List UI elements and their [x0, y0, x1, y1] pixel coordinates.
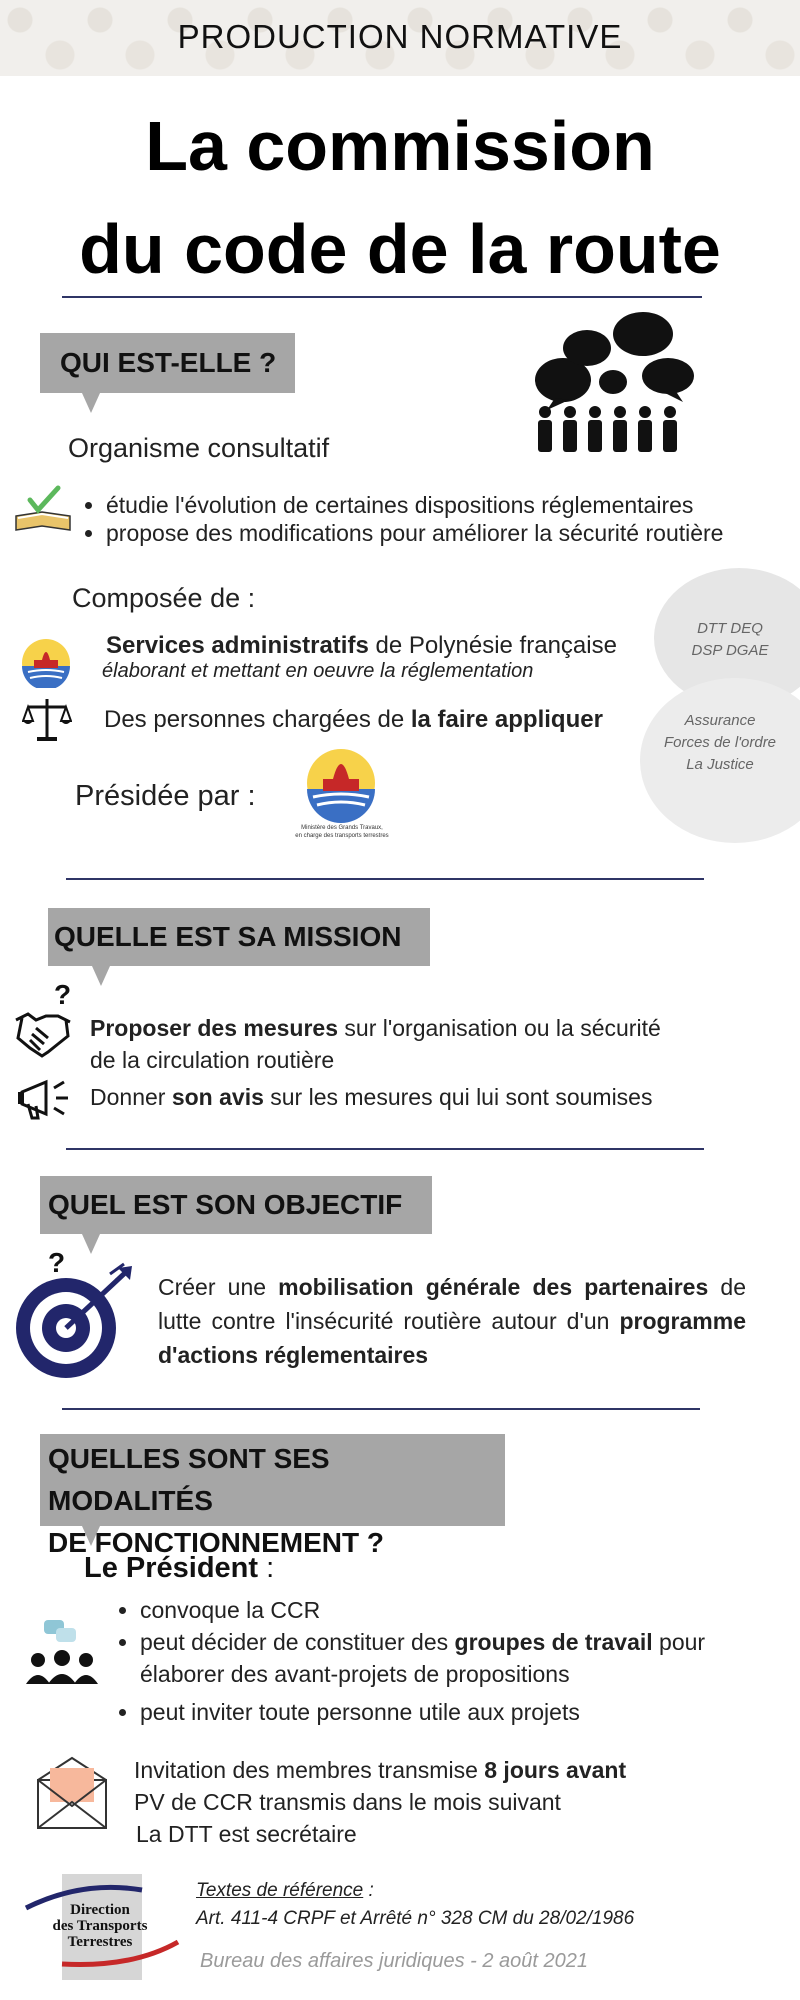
section-heading-qui: QUI EST-ELLE ?: [40, 333, 295, 393]
group-discussion-icon: [525, 310, 700, 460]
ministry-logo: [295, 745, 387, 825]
services-subtitle: élaborant et mettant en oeuvre la réglementation: [102, 660, 534, 682]
invitation-line: Invitation des membres transmise 8 jours avant: [134, 1757, 627, 1783]
handshake-icon: [14, 1008, 72, 1060]
list-item: • étudie l'évolution de certaines dispositions réglementaires: [106, 491, 784, 519]
role-list: [84, 491, 784, 547]
mission-item-1: Proposer des mesures sur l'organisation ou la sécurité de la circulation routière: [90, 1015, 661, 1073]
president-duties-list: [118, 1594, 768, 1728]
envelope-icon: [34, 1752, 110, 1832]
section-heading-objectif: QUEL EST SON OBJECTIF ?: [40, 1176, 432, 1234]
badge-tail: [92, 966, 110, 986]
list-item: • peut inviter toute personne utile aux projets: [140, 1696, 768, 1728]
badge-tail: [82, 1234, 100, 1254]
megaphone-icon: [16, 1074, 74, 1124]
section-heading-mission: QUELLE EST SA MISSION ?: [48, 908, 430, 966]
divider: [62, 296, 702, 298]
divider: [66, 878, 704, 880]
book-check-icon: [12, 482, 74, 538]
president-label: Le Président :: [84, 1552, 275, 1584]
organisme-label: Organisme consultatif: [68, 433, 330, 463]
composee-label: Composée de :: [72, 583, 256, 613]
page-title: [0, 95, 800, 301]
bureau-credit: Bureau des affaires juridiques - 2 août 2021: [200, 1950, 589, 1972]
list-item: • peut décider de constituer des groupes de travail pour élaborer des avant-projets de propositions: [140, 1626, 768, 1690]
references-text: Art. 411-4 CRPF et Arrêté n° 328 CM du 28/02/1986: [196, 1908, 635, 1929]
mission-item-2: Donner son avis sur les mesures qui lui sont soumises: [90, 1084, 653, 1110]
section-heading-modalites: QUELLES SONT SES MODALITÉS DE FONCTIONNEMENT ?: [40, 1434, 505, 1526]
objectif-paragraph: Créer une mobilisation générale des partenaires de lutte contre l'insécurité routière autour d'un programme d'actions réglementaires: [158, 1274, 746, 1368]
divider: [62, 1408, 700, 1410]
badge-tail: [82, 393, 100, 413]
ministry-caption: Ministère des Grands Travaux, en charge des transports terrestres: [295, 825, 389, 839]
pv-line: PV de CCR transmis dans le mois suivant: [134, 1789, 561, 1815]
target-icon: [14, 1262, 134, 1382]
dtt-logo-text: Direction des Transports Terrestres: [52, 1902, 148, 1950]
title-line-1: La commission: [145, 107, 655, 185]
polynesia-emblem-icon: [20, 638, 72, 688]
services-line: Services administratifs de Polynésie française: [106, 632, 617, 659]
dtt-line: La DTT est secrétaire: [136, 1821, 357, 1847]
title-line-2: du code de la route: [79, 210, 721, 288]
process-details: [134, 1754, 626, 1850]
group-meeting-icon: [24, 1618, 100, 1690]
blob-enforcement-text: Assurance Forces de l'ordre La Justice: [663, 712, 777, 773]
references-title: Textes de référence :: [196, 1880, 374, 1901]
presidee-label: Présidée par :: [75, 780, 256, 812]
header-label: PRODUCTION NORMATIVE: [177, 18, 623, 55]
personnes-line: Des personnes chargées de la faire appliquer: [104, 706, 603, 733]
list-item: • convoque la CCR: [140, 1594, 768, 1626]
justice-scale-icon: [22, 695, 72, 743]
badge-tail: [82, 1526, 100, 1546]
blob-services-text: DTT DEQ DSP DGAE: [691, 620, 769, 659]
list-item: • propose des modifications pour améliorer la sécurité routière: [106, 519, 784, 547]
divider: [66, 1148, 704, 1150]
